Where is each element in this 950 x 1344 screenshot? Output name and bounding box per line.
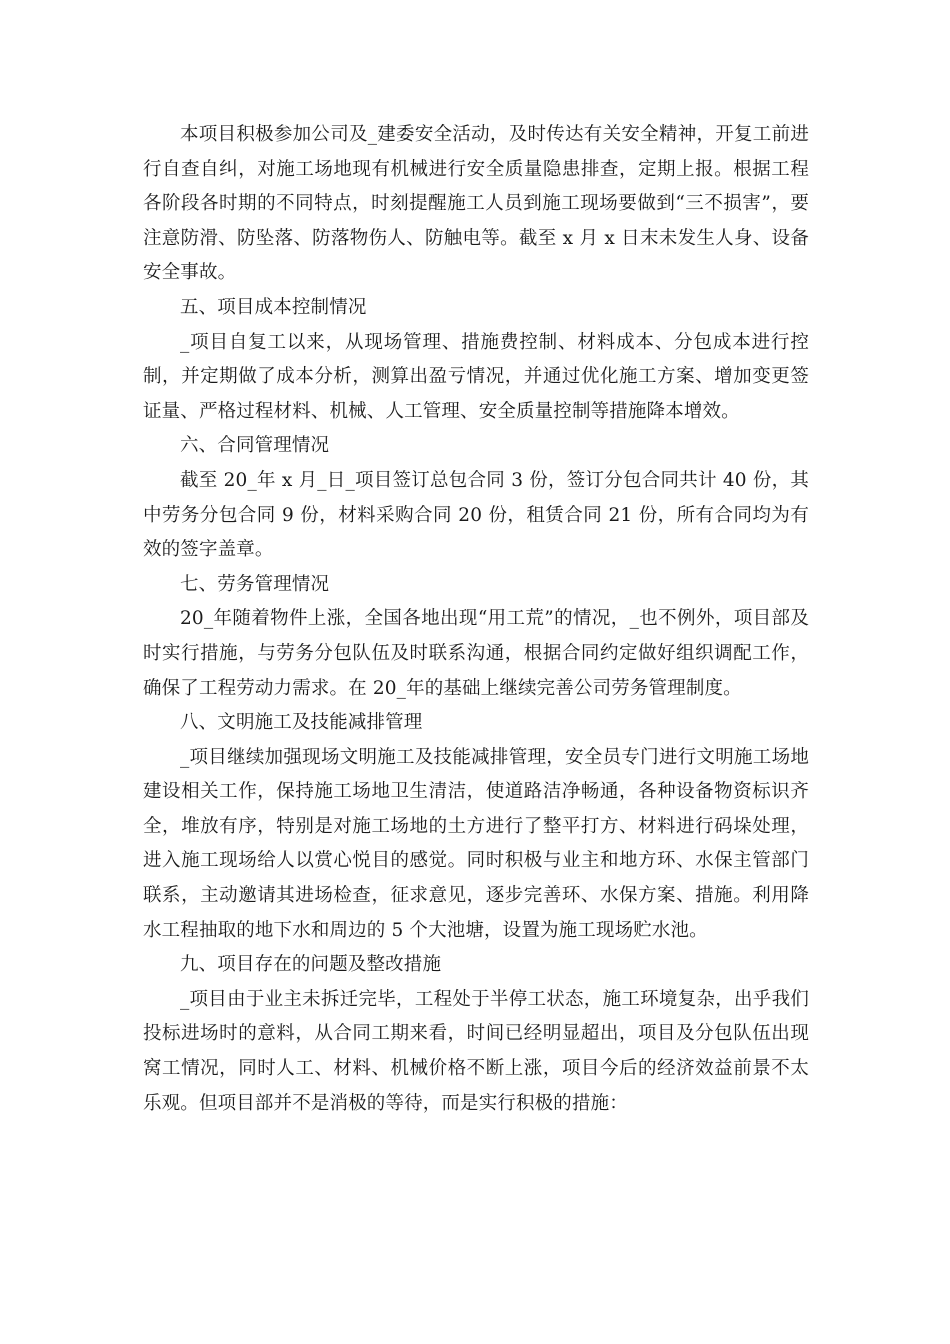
- paragraph-problems-measures: _项目由于业主未拆迁完毕，工程处于半停工状态，施工环境复杂，出乎我们投标进场时的意料，从合同工期来看，时间已经明显超出，项目及分包队伍出现窝工情况，同时人工、材料、机械价格不断上涨，项目今后的经济效益前景不太乐观。但项目部并不是消极的等待，而是实行积极的措施：: [143, 988, 809, 1114]
- heading-labor-management: 七、劳务管理情况: [180, 573, 330, 595]
- paragraph-contract-management: 截至 20_年 x 月_日_项目签订总包合同 3 份，签订分包合同共计 40 份，其中劳务分包合同 9 份，材料采购合同 20 份，租赁合同 21 份，所有合同均为有效的签字盖章。: [143, 469, 809, 561]
- paragraph-cost-control: _项目自复工以来，从现场管理、措施费控制、材料成本、分包成本进行控制，并定期做了成本分析，测算出盈亏情况，并通过优化施工方案、增加变更签证量、严格过程材料、机械、人工管理、安全质量控制等措施降本增效。: [143, 331, 809, 422]
- document-page: [143, 118, 809, 1121]
- heading-civilized-construction: 八、文明施工及技能减排管理: [180, 712, 423, 734]
- paragraph-labor-management: 20_年随着物件上涨，全国各地出现“用工荒”的情况，_也不例外，项目部及时实行措施，与劳务分包队伍及时联系沟通，根据合同约定做好组织调配工作，确保了工程劳动力需求。在 20_年的基础上继续完善公司劳务管理制度。: [143, 608, 809, 699]
- heading-cost-control: 五、项目成本控制情况: [180, 296, 367, 318]
- paragraph-civilized-construction: _项目继续加强现场文明施工及技能减排管理，安全员专门进行文明施工场地建设相关工作，保持施工场地卫生清洁，使道路洁净畅通，各种设备物资标识齐全，堆放有序，特别是对施工场地的土方进行了整平打方、材料进行码垛处理，进入施工现场给人以赏心悦目的感觉。同时积极与业主和地方环、水保主管部门联系，主动邀请其进场检查，征求意见，逐步完善环、水保方案、措施。利用降水工程抽取的地下水和周边的 5 个大池塘，设置为施工现场贮水池。: [143, 746, 809, 941]
- paragraph-safety: 本项目积极参加公司及_建委安全活动，及时传达有关安全精神，开复工前进行自查自纠，对施工场地现有机械进行安全质量隐患排查，定期上报。根据工程各阶段各时期的不同特点，时刻提醒施工人员到施工现场要做到“三不损害”，要注意防滑、防坠落、防落物伤人、防触电等。截至 x 月 x 日末未发生人身、设备安全事故。: [143, 124, 809, 284]
- heading-contract-management: 六、合同管理情况: [180, 435, 330, 457]
- heading-problems-measures: 九、项目存在的问题及整改措施: [180, 954, 442, 976]
